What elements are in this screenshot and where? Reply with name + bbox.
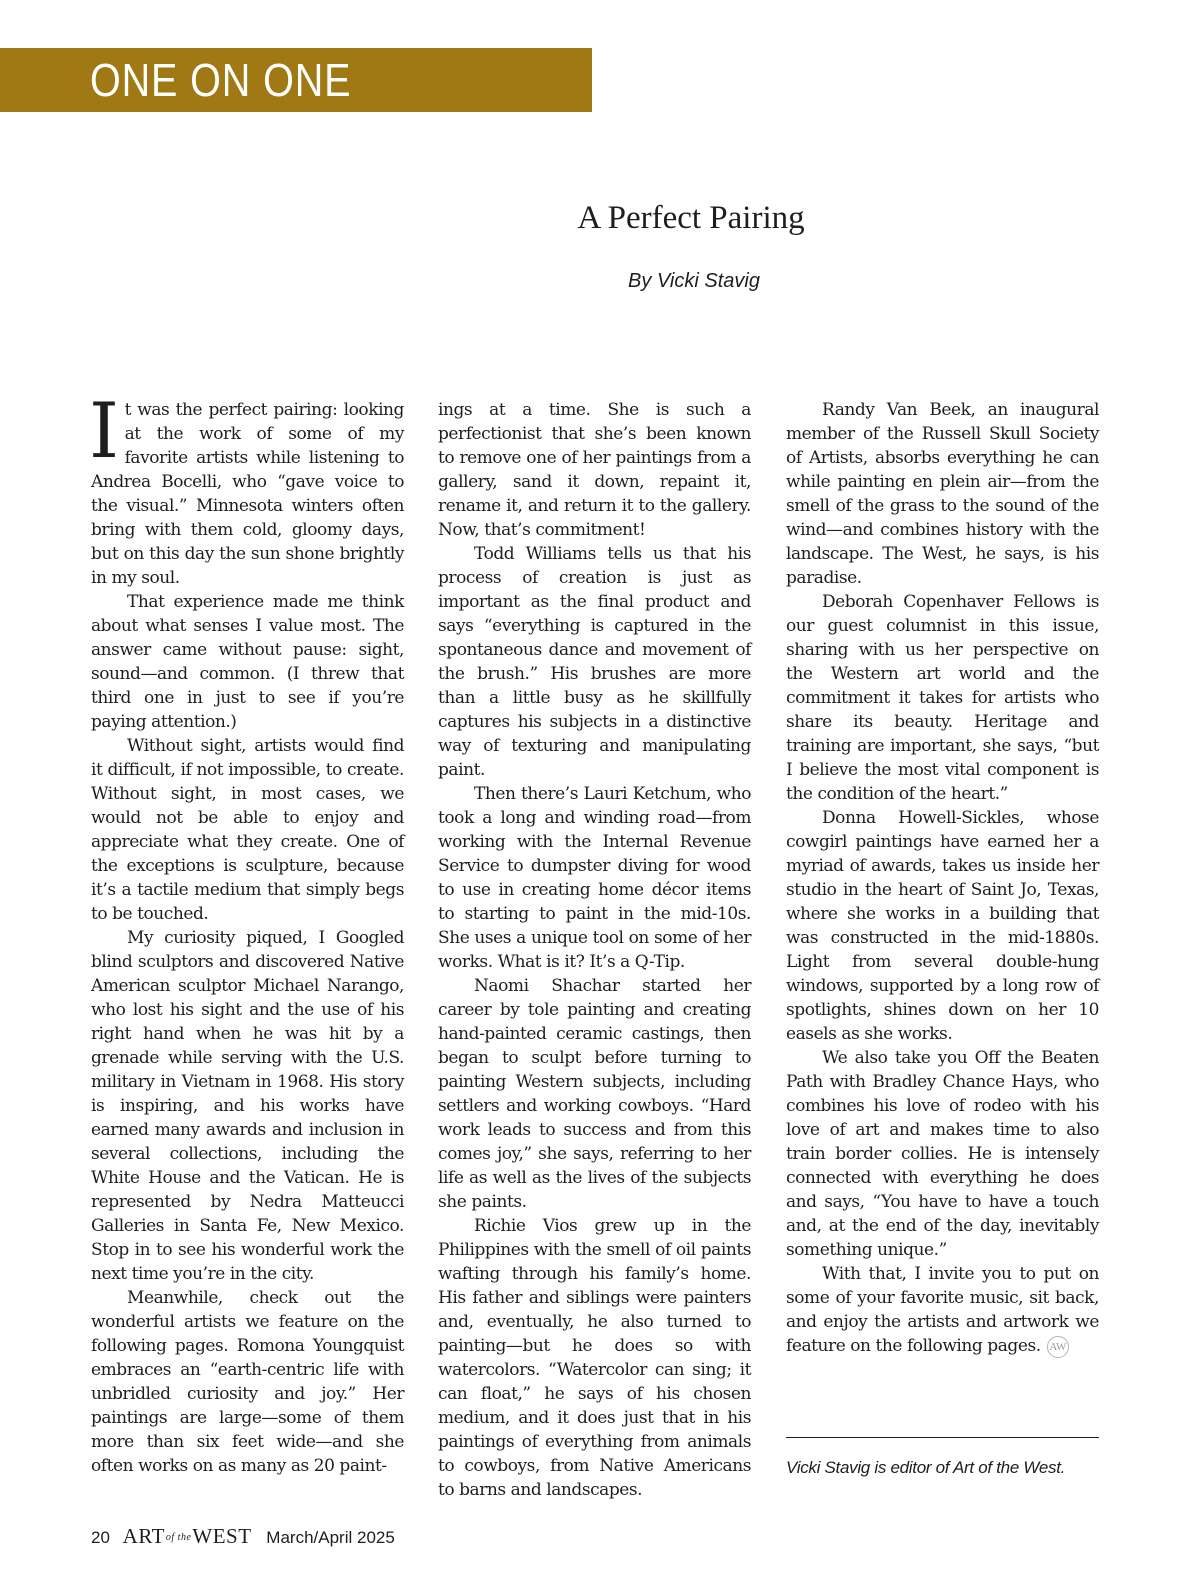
paragraph: Meanwhile, check out the wonderful artists we feature on the following pages. Romona Youngquist embraces an “earth-centric life with unbridled curiosity and joy.” Her paintings are large—some of them more than six feet wide—and she often works on as many as 20 paint-	[91, 1288, 404, 1476]
article-title: A Perfect Pairing	[577, 200, 805, 236]
paragraph: Donna Howell-Sickles, whose cowgirl paintings have earned her a myriad of awards, takes us inside her studio in the heart of Saint Jo, Texas, where she works in a building that was constructed in the mid-1880s. Light from several double-hung windows, supported by a long row of spotlights, shines down on her 10 easels as she works.	[786, 808, 1099, 1044]
magazine-logo-west: WEST	[192, 1524, 252, 1548]
divider	[786, 1437, 1099, 1438]
magazine-logo	[123, 1524, 252, 1548]
drop-cap: I	[89, 386, 119, 475]
issue-date: March/April 2025	[266, 1528, 395, 1547]
paragraph: We also take you Off the Beaten Path with Bradley Chance Hays, who combines his love of rodeo with his love of art and makes time to also train border collies. He is intensely connected with everything he does and says, “You have to have a touch and, at the end of the day, inevitably something unique.”	[786, 1048, 1099, 1260]
paragraph: Richie Vios grew up in the Philippines with the smell of oil paints wafting through his family’s home. His father and siblings were painters and, eventually, he also turned to painting—but he does so with watercolors. “Watercolor can sing; it can float,” he says of his chosen medium, and it does just that in his paintings of everything from animals to cowboys, from Native Americans to barns and landscapes.	[438, 1216, 751, 1500]
paragraph	[89, 386, 404, 590]
paragraph: Without sight, artists would find it difficult, if not impossible, to create. Without sight, in most cases, we would not be able to enjoy and appreciate what they create. One of the exceptions is sculpture, because it’s a tactile medium that simply begs to be touched.	[91, 736, 404, 924]
paragraph: My curiosity piqued, I Googled blind sculptors and discovered Native American sculptor Michael Narango, who lost his sight and the use of his right hand when he was hit by a grenade while serving with the U.S. military in Vietnam in 1968. His story is inspiring, and his works have earned many awards and inclusion in several collections, including the White House and the Vatican. He is represented by Nedra Matteucci Galleries in Santa Fe, New Mexico. Stop in to see his wonderful work the next time you’re in the city.	[91, 928, 404, 1284]
magazine-logo-art: ART	[122, 1524, 165, 1548]
magazine-logo-of-the: of the	[165, 1532, 192, 1543]
paragraph: Naomi Shachar started her career by tole painting and creating hand-painted ceramic castings, then began to sculpt before turning to painting Western subjects, including settlers and working cowboys. “Hard work leads to success and from this comes joy,” she says, referring to her life as well as the lives of the subjects she paints.	[438, 976, 751, 1212]
paragraph: ings at a time. She is such a perfectionist that she’s been known to remove one of her paintings from a gallery, sand it down, repaint it, rename it, and return it to the gallery. Now, that’s commitment!	[438, 400, 751, 540]
paragraph	[786, 1262, 1099, 1358]
section-banner	[0, 48, 592, 112]
paragraph: Then there’s Lauri Ketchum, who took a long and winding road—from working with the Internal Revenue Service to dumpster diving for wood to use in creating home décor items to starting to paint in the mid-10s. She uses a unique tool on some of her works. What is it? It’s a Q-Tip.	[438, 784, 751, 972]
paragraph: That experience made me think about what senses I value most. The answer came without pause: sight, sound—and common. (I threw that third one in just to see if you’re paying attention.)	[91, 592, 404, 732]
end-mark-icon: AW	[1047, 1336, 1069, 1358]
page-footer	[91, 1524, 395, 1549]
article-byline: By Vicki Stavig	[628, 270, 760, 292]
section-title: ONE ON ONE	[90, 54, 352, 106]
article-column-2	[438, 398, 751, 1502]
article-column-3	[786, 398, 1099, 1358]
paragraph-text: With that, I invite you to put on some of your favorite music, sit back, and enjoy the artists and artwork we feature on the following pages.	[786, 1264, 1099, 1356]
author-note: Vicki Stavig is editor of Art of the West.	[786, 1458, 1066, 1477]
article-column-1	[89, 386, 404, 1478]
paragraph: Deborah Copenhaver Fellows is our guest columnist in this issue, sharing with us her perspective on the Western art world and the commitment it takes for artists who share its beauty. Heritage and training are important, she says, “but I believe the most vital component is the condition of the heart.”	[786, 592, 1099, 804]
paragraph: Todd Williams tells us that his process of creation is just as important as the final product and says “everything is captured in the spontaneous dance and movement of the brush.” His brushes are more than a little busy as he skillfully captures his subjects in a distinctive way of texturing and manipulating paint.	[438, 544, 751, 780]
paragraph-text: t was the perfect pairing: looking at the work of some of my favorite artists while listening to Andrea Bocelli, who “gave voice to the visual.” Minnesota winters often bring with them cold, gloomy days, but on this day the sun shone brightly in my soul.	[91, 400, 404, 588]
page-number: 20	[91, 1528, 110, 1547]
paragraph: Randy Van Beek, an inaugural member of the Russell Skull Society of Artists, absorbs everything he can while painting en plein air—from the smell of the grass to the sound of the wind—and combines history with the landscape. The West, he says, is his paradise.	[786, 400, 1099, 588]
